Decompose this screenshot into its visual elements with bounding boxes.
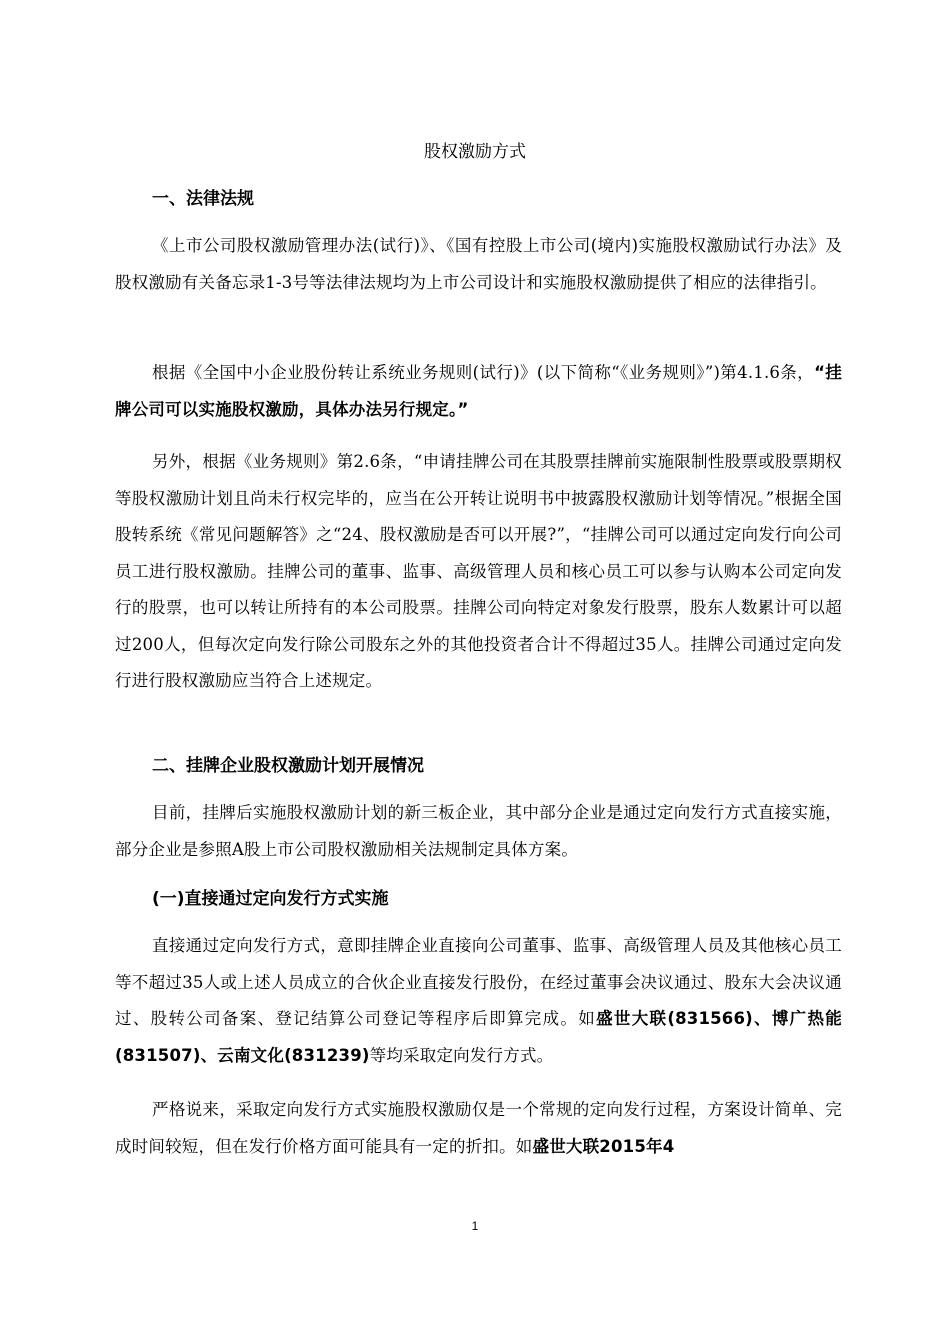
paragraph-text: 根据《全国中小企业股份转让系统业务规则(试行)》(以下简称“《业务规则》”)第4.1.6条， [152, 363, 815, 382]
paragraph-business-rules [115, 355, 842, 428]
bold-company-reference: 盛世大联2015年4 [532, 1136, 675, 1156]
bold-quote: “挂牌公司可以实施股权激励，具体办法另行规定。” [115, 363, 842, 419]
paragraph-text: 直接通过定向发行方式，意即挂牌企业直接向公司董事、监事、高级管理人员及其他核心员工等不超过35人或上述人员成立的合伙企业直接发行股份，在经过董事会决议通过、股东大会决议通过、股转公司备案、登记结算公司登记等程序后即算完成。如 [115, 936, 842, 1028]
paragraph-current-status: 目前，挂牌后实施股权激励计划的新三板企业，其中部分企业是通过定向发行方式直接实施，部分企业是参照A股上市公司股权激励相关法规制定具体方案。 [115, 803, 842, 859]
bold-company-list: 盛世大联(831566)、博广热能(831507)、云南文化(831239) [115, 1009, 842, 1065]
section-heading-status: 二、挂牌企业股权激励计划开展情况 [152, 756, 424, 776]
section-heading-laws: 一、法律法规 [152, 189, 254, 209]
page-number: 1 [471, 1219, 479, 1233]
paragraph-tail: 等均采取定向发行方式。 [369, 1045, 554, 1065]
paragraph-strictly-speaking [115, 1092, 842, 1165]
subsection-heading-direct-issuance: (一)直接通过定向发行方式实施 [152, 889, 389, 909]
paragraph-direct-issuance [115, 928, 842, 1074]
paragraph-text: 严格说来，采取定向发行方式实施股权激励仅是一个常规的定向发行过程，方案设计简单、完成时间较短，但在发行价格方面可能具有一定的折扣。如 [115, 1100, 842, 1156]
paragraph-additional-rules: 另外，根据《业务规则》第2.6条，“申请挂牌公司在其股票挂牌前实施限制性股票或股票期权等股权激励计划且尚未行权完毕的，应当在公开转让说明书中披露股权激励计划等情况。”根据全国股转系统《常见问题解答》之“24、股权激励是否可以开展?”，“挂牌公司可以通过定向发行向公司员工进行股权激励。挂牌公司的董事、监事、高级管理人员和核心员工可以参与认购本公司定向发行的股票，也可以转让所持有的本公司股票。挂牌公司向特定对象发行股票，股东人数累计可以超过200人，但每次定向发行除公司股东之外的其他投资者合计不得超过35人。挂牌公司通过定向发行进行股权激励应当符合上述规定。 [115, 452, 842, 690]
paragraph-laws-guidance: 《上市公司股权激励管理办法(试行)》、《国有控股上市公司(境内)实施股权激励试行办法》及股权激励有关备忘录1-3号等法律法规均为上市公司设计和实施股权激励提供了相应的法律指引。 [115, 236, 842, 292]
document-title: 股权激励方式 [424, 142, 526, 162]
